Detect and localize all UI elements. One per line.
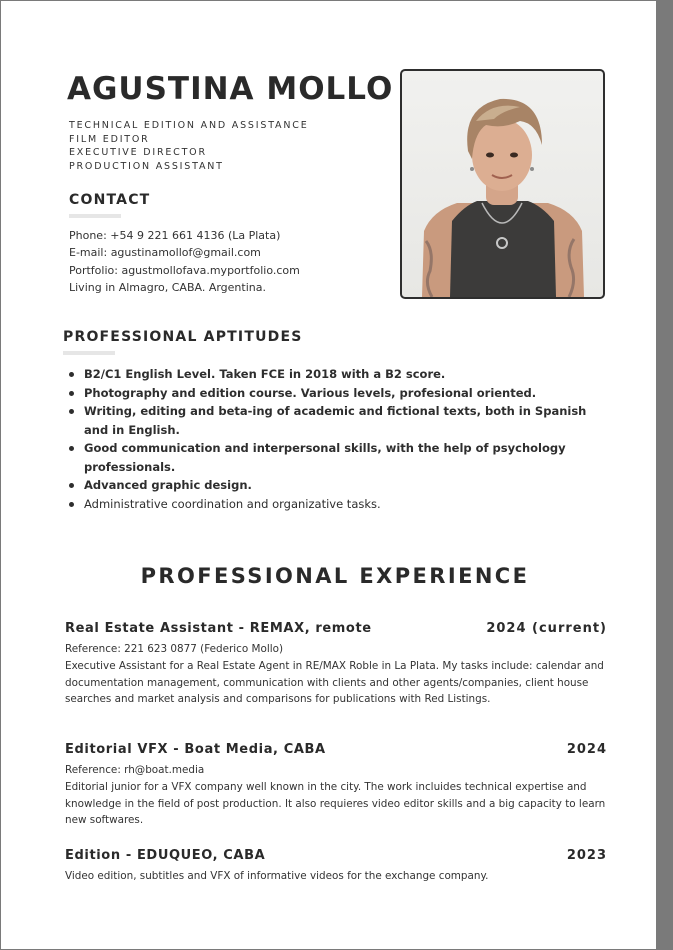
job-year: 2024 [566, 742, 607, 757]
aptitude-item: Administrative coordination and organizative tasks. [84, 495, 612, 514]
contact-heading: CONTACT [69, 192, 151, 208]
job-title: Real Estate Assistant - REMAX, remote [65, 621, 372, 636]
contact-location: Living in Almagro, CABA. Argentina. [69, 280, 266, 294]
job-header [65, 848, 607, 868]
job-entry [65, 742, 607, 829]
role-item: FILM EDITOR [69, 133, 150, 145]
job-description: Executive Assistant for a Real Estate Agent in RE/MAX Roble in La Plata. My tasks include: calendar and documentation management, communication with clients and other agents/companies, client house searches and market analysis and comparisons for publications with Red Listings. [65, 659, 604, 706]
aptitude-item: Advanced graphic design. [84, 476, 612, 495]
aptitudes-list [84, 365, 612, 513]
aptitude-item: Writing, editing and beta-ing of academic and fictional texts, both in Spanish and in English. [84, 402, 612, 439]
job-header [65, 621, 607, 641]
aptitudes-divider [63, 351, 115, 355]
job-year: 2023 [566, 848, 607, 863]
job-description: Video edition, subtitles and VFX of informative videos for the exchange company. [65, 870, 489, 882]
contact-portfolio: Portfolio: agustmollofava.myportfolio.com [69, 263, 300, 277]
job-year: 2024 (current) [486, 621, 607, 636]
contact-phone: Phone: +54 9 221 661 4136 (La Plata) [69, 229, 281, 242]
aptitude-item: Photography and edition course. Various levels, profesional oriented. [84, 384, 612, 403]
job-reference: Reference: rh@boat.media [65, 764, 205, 776]
profile-photo [400, 69, 605, 299]
role-list [69, 119, 309, 173]
contact-email: E-mail: agustinamollof@gmail.com [69, 246, 261, 260]
role-item: PRODUCTION ASSISTANT [69, 160, 224, 172]
job-description: Editorial junior for a VFX company well known in the city. The work incluides technical expertise and knowledge in the field of post production. It also requieres video editor skills and a big capacity to learn new softwares. [65, 780, 606, 827]
candidate-name: AGUSTINA MOLLO [67, 71, 394, 107]
contact-list [69, 227, 300, 296]
aptitude-item: B2/C1 English Level. Taken FCE in 2018 with a B2 score. [84, 365, 612, 384]
contact-divider [69, 214, 121, 218]
role-item: EXECUTIVE DIRECTOR [69, 147, 207, 158]
resume-page [1, 1, 656, 949]
job-reference: Reference: 221 623 0877 (Federico Mollo) [65, 643, 284, 655]
job-title: Edition - EDUQUEO, CABA [65, 848, 266, 863]
experience-heading: PROFESSIONAL EXPERIENCE [140, 564, 530, 588]
aptitude-item: Good communication and interpersonal skills, with the help of psychology professionals. [84, 439, 612, 476]
aptitudes-heading: PROFESSIONAL APTITUDES [63, 329, 303, 345]
job-header [65, 742, 607, 762]
job-entry [65, 848, 607, 885]
role-item: TECHNICAL EDITION AND ASSISTANCE [69, 120, 309, 131]
portrait-illustration [402, 71, 603, 297]
job-title: Editorial VFX - Boat Media, CABA [65, 742, 326, 757]
job-entry [65, 621, 607, 708]
